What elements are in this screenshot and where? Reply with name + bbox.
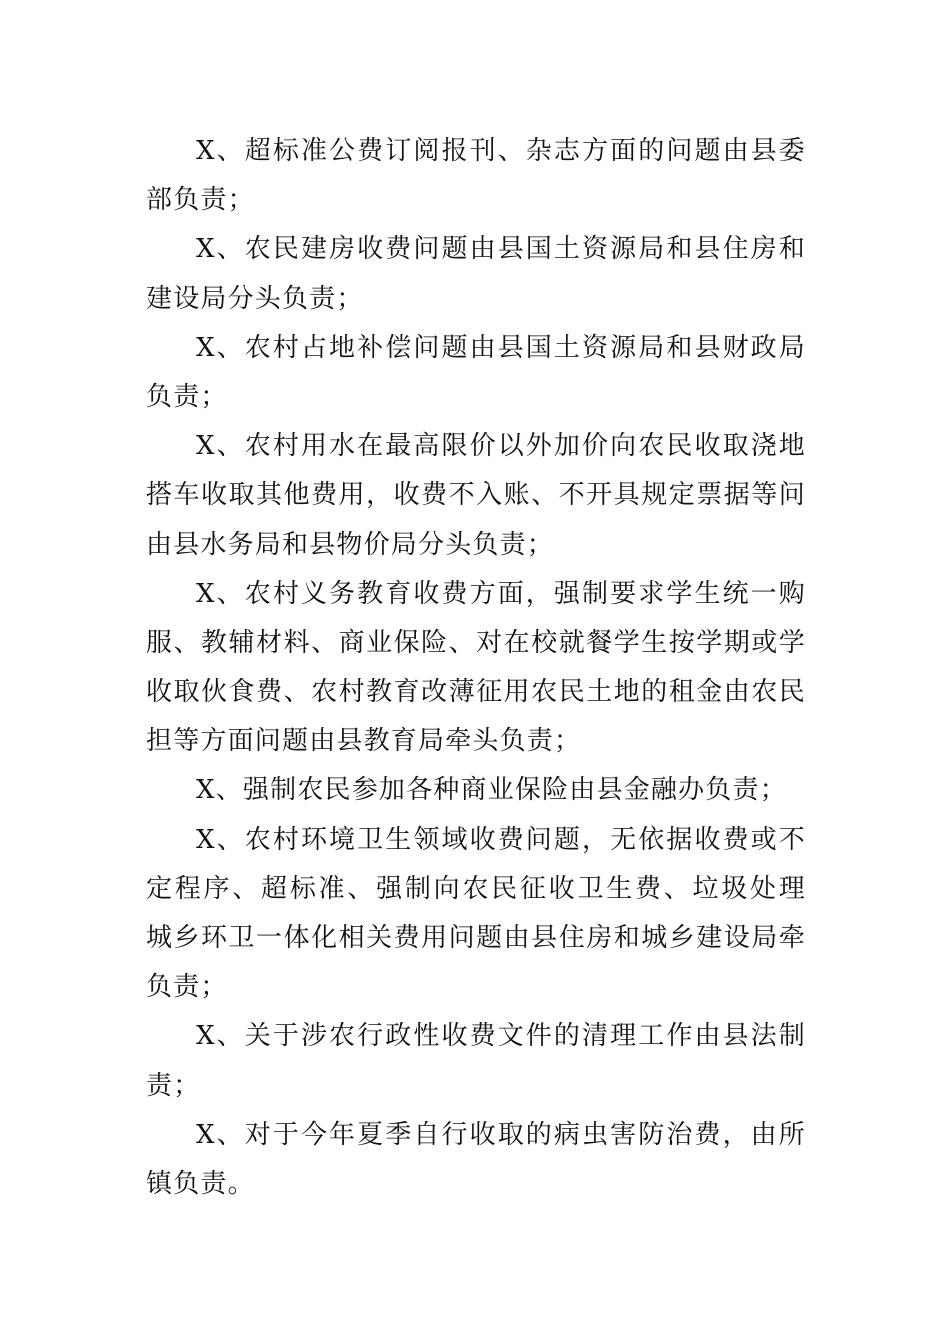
- paragraph-2-line-1: X、农民建房收费问题由县国土资源局和县住房和: [196, 234, 806, 265]
- paragraph-1-line-1: X、超标准公费订阅报刊、杂志方面的问题由县委: [196, 136, 806, 166]
- document-body: [146, 127, 806, 1209]
- paragraph-7-line-4: 负责；: [146, 972, 228, 1003]
- paragraph-9-line-2: 镇负责。: [146, 1168, 255, 1199]
- paragraph-4-line-1: X、农村用水在最高限价以外加价向农民收取浇地: [196, 431, 806, 462]
- paragraph-2-line-2: 建设局分头负责；: [146, 283, 364, 314]
- paragraph-5-line-3: 收取伙食费、农村教育改薄征用农民土地的租金由农民: [146, 677, 806, 708]
- paragraph-1-line-2: 部负责；: [146, 185, 255, 216]
- paragraph-3-line-1: X、农村占地补偿问题由县国土资源局和县财政局: [196, 332, 806, 363]
- paragraph-7-line-2: 定程序、超标准、强制向农民征收卫生费、垃圾处理: [146, 873, 806, 904]
- paragraph-7-line-3: 城乡环卫一体化相关费用问题由县住房和城乡建设局牵: [146, 923, 806, 953]
- paragraph-8-line-2: 责；: [146, 1070, 201, 1101]
- paragraph-3-line-2: 负责；: [146, 381, 228, 412]
- paragraph-5-line-2: 服、教辅材料、商业保险、对在校就餐学生按学期或学: [146, 627, 806, 658]
- paragraph-4-line-3: 由县水务局和县物价局分头负责；: [146, 529, 555, 560]
- paragraph-4-line-2: 搭车收取其他费用，收费不入账、不开具规定票据等问: [146, 480, 806, 511]
- paragraph-8-line-1: X、关于涉农行政性收费文件的清理工作由县法制: [196, 1021, 806, 1052]
- paragraph-6-line-1: X、强制农民参加各种商业保险由县金融办负责；: [196, 775, 787, 806]
- paragraph-5-line-1: X、农村义务教育收费方面，强制要求学生统一购: [196, 578, 806, 609]
- paragraph-5-line-4: 担等方面问题由县教育局牵头负责；: [146, 726, 582, 757]
- paragraph-9-line-1: X、对于今年夏季自行收取的病虫害防治费，由所: [196, 1119, 806, 1150]
- paragraph-7-line-1: X、农村环境卫生领域收费问题，无依据收费或不: [196, 824, 806, 855]
